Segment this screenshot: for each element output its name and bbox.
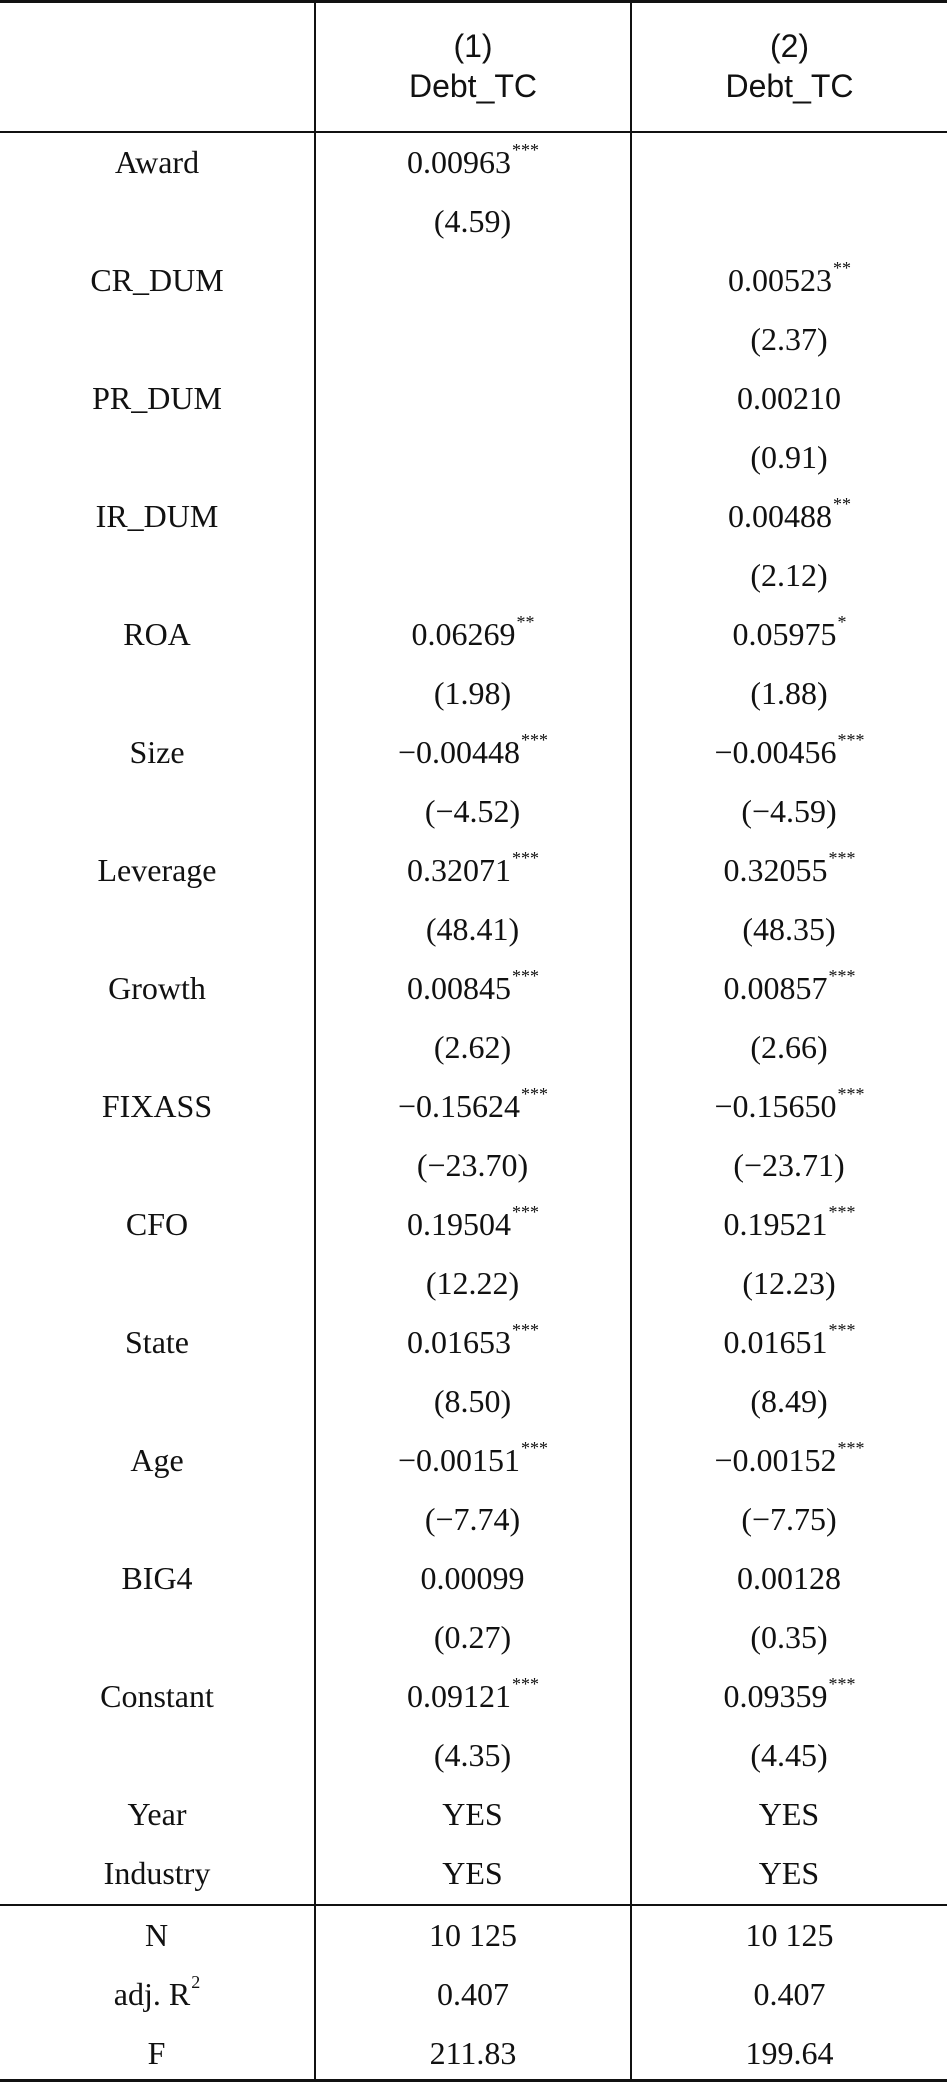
row-label-cell [0, 310, 314, 369]
value-cell [632, 1785, 947, 1844]
value-cell [316, 1195, 630, 1254]
cell-value: (8.50) [433, 1383, 512, 1419]
row-label-cell [0, 1313, 314, 1372]
value-cell [632, 1018, 947, 1077]
significance-stars: *** [828, 1674, 856, 1694]
significance-stars: *** [512, 1320, 539, 1340]
cell-value: 0.19521 [723, 1206, 828, 1242]
value-cell [316, 1372, 630, 1431]
value-cell [632, 841, 947, 900]
table-row [0, 1018, 947, 1077]
row-label: CR_DUM [90, 262, 224, 298]
value-cell [632, 1136, 947, 1195]
row-label: Industry [103, 1855, 211, 1891]
table-row [0, 1667, 947, 1726]
value-cell [316, 310, 630, 369]
table-row [0, 1549, 947, 1608]
table-row [0, 1372, 947, 1431]
value-cell [316, 841, 630, 900]
value-cell [632, 1313, 947, 1372]
value-cell [632, 1906, 947, 1965]
cell-value: 0.09121 [407, 1678, 511, 1714]
cell-value: −0.15650 [714, 1088, 837, 1124]
significance-stars: *** [837, 730, 865, 750]
significance-stars: ** [516, 612, 535, 632]
value-cell [632, 1844, 947, 1903]
row-label-cell [0, 1490, 314, 1549]
row-label-cell [0, 959, 314, 1018]
table-row [0, 133, 947, 192]
row-label: adj. R [113, 1976, 191, 2012]
value-cell [316, 1726, 630, 1785]
table-row [0, 782, 947, 841]
cell-value: −0.00151 [397, 1442, 521, 1478]
value-cell [316, 605, 630, 664]
row-label-cell [0, 487, 314, 546]
table-row [0, 959, 947, 1018]
row-label: Leverage [97, 852, 217, 888]
value-cell [632, 1254, 947, 1313]
column-dependent-variable: Debt_TC [725, 67, 854, 104]
significance-stars: *** [828, 1320, 856, 1340]
value-cell [632, 1077, 947, 1136]
column-header-1 [316, 0, 630, 131]
value-cell [632, 251, 947, 310]
value-cell [316, 1431, 630, 1490]
significance-stars: * [837, 612, 847, 632]
cell-value: 0.00845 [407, 970, 511, 1006]
cell-value: (12.22) [425, 1265, 520, 1301]
row-label-cell [0, 428, 314, 487]
row-label: F [147, 2035, 166, 2071]
table-row [0, 1431, 947, 1490]
table-row [0, 1844, 947, 1903]
cell-value: (8.49) [750, 1383, 828, 1419]
column-number: (2) [769, 27, 810, 64]
cell-value: (−7.74) [424, 1501, 521, 1537]
column-header-2 [632, 0, 947, 131]
value-cell [632, 1431, 947, 1490]
cell-value: (0.27) [433, 1619, 512, 1655]
value-cell [632, 192, 947, 251]
row-label: CFO [125, 1206, 189, 1242]
table-row [0, 900, 947, 959]
significance-stars: *** [512, 966, 539, 986]
table-row [0, 428, 947, 487]
row-label-cell [0, 1254, 314, 1313]
value-cell [632, 1195, 947, 1254]
row-label-cell [0, 1608, 314, 1667]
row-label-cell [0, 546, 314, 605]
row-label-cell [0, 2024, 314, 2083]
row-label: Constant [100, 1678, 214, 1714]
row-label-cell [0, 1195, 314, 1254]
value-cell [632, 1549, 947, 1608]
cell-value: 0.00963 [407, 144, 511, 180]
table-row [0, 192, 947, 251]
cell-value: (4.59) [433, 203, 512, 239]
cell-value: 0.00210 [737, 380, 841, 416]
table-row [0, 1313, 947, 1372]
value-cell [632, 900, 947, 959]
column-dependent-variable: Debt_TC [408, 67, 538, 104]
value-cell [632, 605, 947, 664]
footer-row [0, 2024, 947, 2083]
table-row [0, 1785, 947, 1844]
cell-value: 0.32055 [723, 852, 828, 888]
cell-value: 0.00128 [737, 1560, 841, 1596]
cell-value: (2.12) [750, 557, 828, 593]
significance-stars: *** [521, 1438, 549, 1458]
cell-value: (1.88) [750, 675, 828, 711]
significance-stars: *** [828, 1202, 856, 1222]
row-label-cell [0, 1726, 314, 1785]
significance-stars: *** [512, 848, 539, 868]
value-cell [316, 1254, 630, 1313]
value-cell [316, 723, 630, 782]
significance-stars: *** [512, 1674, 539, 1694]
value-cell [316, 664, 630, 723]
value-cell [632, 723, 947, 782]
row-label-cell [0, 1785, 314, 1844]
cell-value: 0.407 [437, 1976, 509, 2012]
cell-value: (−23.70) [416, 1147, 529, 1183]
cell-value: YES [758, 1796, 820, 1832]
cell-value: (−23.71) [733, 1147, 845, 1183]
value-cell [316, 192, 630, 251]
cell-value: 0.00099 [420, 1560, 525, 1596]
value-cell [316, 369, 630, 428]
cell-value: −0.00152 [714, 1442, 837, 1478]
row-label-cell [0, 133, 314, 192]
value-cell [632, 959, 947, 1018]
value-cell [316, 2024, 630, 2083]
cell-value: 0.05975 [732, 616, 837, 652]
cell-value: (−7.75) [741, 1501, 837, 1537]
table-row [0, 1195, 947, 1254]
row-label: IR_DUM [95, 498, 219, 534]
row-label-cell [0, 1906, 314, 1965]
row-label-cell [0, 900, 314, 959]
table-row [0, 1490, 947, 1549]
value-cell [316, 1965, 630, 2024]
value-cell [632, 1372, 947, 1431]
row-label-cell [0, 1965, 314, 2024]
row-label: Age [130, 1442, 184, 1478]
row-label-cell [0, 1431, 314, 1490]
value-cell [316, 1906, 630, 1965]
cell-value: YES [758, 1855, 820, 1891]
cell-value: 0.00488 [728, 498, 832, 534]
cell-value: −0.00456 [714, 734, 837, 770]
value-cell [316, 1667, 630, 1726]
cell-value: 0.32071 [407, 852, 511, 888]
cell-value: (2.66) [750, 1029, 828, 1065]
value-cell [632, 546, 947, 605]
row-label-cell [0, 782, 314, 841]
value-cell [316, 1785, 630, 1844]
cell-value: (4.35) [433, 1737, 512, 1773]
table-row [0, 487, 947, 546]
table-row [0, 369, 947, 428]
table-row [0, 1254, 947, 1313]
value-cell [316, 1490, 630, 1549]
value-cell [632, 1965, 947, 2024]
value-cell [316, 1608, 630, 1667]
value-cell [316, 1077, 630, 1136]
row-label-cell [0, 841, 314, 900]
cell-value: 199.64 [745, 2035, 834, 2071]
cell-value: (48.41) [425, 911, 520, 947]
row-label-cell [0, 664, 314, 723]
value-cell [632, 310, 947, 369]
table-row [0, 1136, 947, 1195]
row-label: PR_DUM [92, 380, 222, 416]
cell-value: YES [442, 1855, 503, 1891]
row-label: ROA [123, 616, 191, 652]
cell-value: (−4.52) [424, 793, 521, 829]
value-cell [632, 782, 947, 841]
table-row [0, 546, 947, 605]
value-cell [632, 2024, 947, 2083]
row-label-cell [0, 1844, 314, 1903]
cell-value: (−4.59) [741, 793, 837, 829]
value-cell [632, 1490, 947, 1549]
row-label-cell [0, 369, 314, 428]
row-label-cell [0, 1136, 314, 1195]
row-label: Award [114, 144, 200, 180]
value-cell [316, 487, 630, 546]
table-row [0, 664, 947, 723]
cell-value: 0.00523 [728, 262, 832, 298]
cell-value: 0.06269 [411, 616, 516, 652]
table-row [0, 723, 947, 782]
value-cell [632, 487, 947, 546]
row-label-cell [0, 251, 314, 310]
row-label-cell [0, 1372, 314, 1431]
cell-value: 0.19504 [407, 1206, 511, 1242]
significance-stars: *** [521, 730, 549, 750]
value-cell [316, 251, 630, 310]
value-cell [632, 1667, 947, 1726]
value-cell [316, 1549, 630, 1608]
row-label-cell [0, 1077, 314, 1136]
row-label-cell [0, 723, 314, 782]
cell-value: (1.98) [433, 675, 512, 711]
cell-value: 10 125 [429, 1917, 517, 1953]
cell-value: 0.09359 [723, 1678, 828, 1714]
row-label-cell [0, 1549, 314, 1608]
row-label: Size [129, 734, 185, 770]
cell-value: (0.35) [750, 1619, 828, 1655]
cell-value: 0.01653 [407, 1324, 511, 1360]
table-row [0, 1077, 947, 1136]
value-cell [316, 546, 630, 605]
cell-value: (2.37) [750, 321, 828, 357]
footer-row [0, 1906, 947, 1965]
table-row [0, 310, 947, 369]
value-cell [316, 133, 630, 192]
cell-value: (12.23) [742, 1265, 836, 1301]
column-number: (1) [453, 27, 493, 64]
table-row [0, 1726, 947, 1785]
row-label-cell [0, 1018, 314, 1077]
value-cell [316, 428, 630, 487]
value-cell [632, 1726, 947, 1785]
significance-stars: *** [828, 848, 856, 868]
cell-value: 0.00857 [723, 970, 828, 1006]
cell-value: 10 125 [745, 1917, 834, 1953]
value-cell [316, 900, 630, 959]
superscript: 2 [191, 1972, 201, 1992]
cell-value: −0.15624 [397, 1088, 521, 1124]
significance-stars: *** [512, 140, 539, 160]
significance-stars: ** [833, 258, 851, 278]
cell-value: (0.91) [750, 439, 828, 475]
table-row [0, 251, 947, 310]
significance-stars: ** [833, 494, 851, 514]
row-label: State [125, 1324, 189, 1360]
significance-stars: *** [512, 1202, 539, 1222]
value-cell [316, 1844, 630, 1903]
cell-value: 0.407 [753, 1976, 826, 2012]
value-cell [632, 1608, 947, 1667]
value-cell [316, 959, 630, 1018]
cell-value: (48.35) [742, 911, 836, 947]
row-label-cell [0, 192, 314, 251]
cell-value: YES [442, 1796, 503, 1832]
cell-value: (2.62) [433, 1029, 512, 1065]
significance-stars: *** [837, 1084, 865, 1104]
value-cell [632, 369, 947, 428]
value-cell [632, 664, 947, 723]
cell-value: 0.01651 [723, 1324, 828, 1360]
significance-stars: *** [828, 966, 856, 986]
value-cell [632, 428, 947, 487]
value-cell [316, 1313, 630, 1372]
cell-value: (4.45) [750, 1737, 828, 1773]
row-label-cell [0, 605, 314, 664]
value-cell [316, 1136, 630, 1195]
table-row [0, 605, 947, 664]
value-cell [316, 782, 630, 841]
row-label: Growth [108, 970, 206, 1006]
row-label-cell [0, 1667, 314, 1726]
cell-value: 211.83 [429, 2035, 517, 2071]
significance-stars: *** [837, 1438, 865, 1458]
table-row [0, 841, 947, 900]
cell-value: −0.00448 [397, 734, 521, 770]
row-label: N [144, 1917, 169, 1953]
table-row [0, 1608, 947, 1667]
footer-row [0, 1965, 947, 2024]
value-cell [316, 1018, 630, 1077]
value-cell [632, 133, 947, 192]
row-label: BIG4 [121, 1560, 193, 1596]
row-label: Year [127, 1796, 187, 1832]
row-label: FIXASS [101, 1088, 213, 1124]
significance-stars: *** [521, 1084, 549, 1104]
